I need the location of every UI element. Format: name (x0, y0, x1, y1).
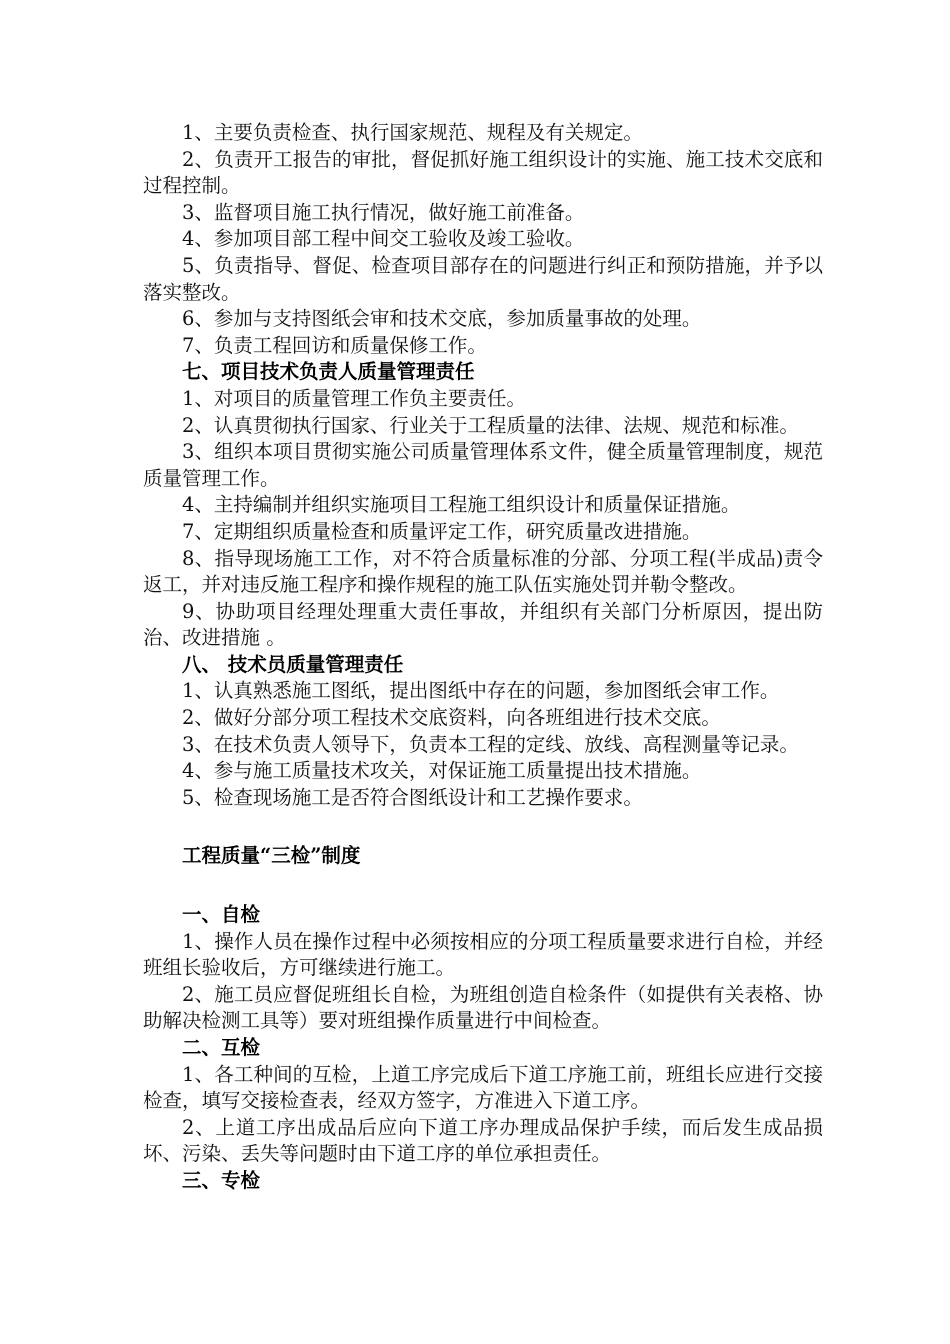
section-heading-mutual-check: 二、互检 (182, 1036, 261, 1059)
paragraph: 4、参加项目部工程中间交工验收及竣工验收。 (182, 227, 585, 251)
paragraph: 3、组织本项目贯彻实施公司质量管理体系文件，健全质量管理制度，规范质量管理工作。 (143, 440, 823, 490)
paragraph: 1、各工种间的互检，上道工序完成后下道工序施工前，班组长应进行交接检查，填写交接检查表，经双方签字，方准进入下道工序。 (143, 1062, 823, 1113)
paragraph: 4、主持编制并组织实施项目工程施工组织设计和质量保证措施。 (182, 493, 741, 517)
section-heading-self-check: 一、自检 (182, 903, 261, 927)
paragraph: 8、指导现场施工工作，对不符合质量标准的分部、分项工程(半成品)责令返工，并对违反施工程序和操作规程的施工队伍实施处罚并勒令整改。 (143, 546, 823, 597)
paragraph: 1、操作人员在操作过程中必须按相应的分项工程质量要求进行自检，并经班组长验收后，方可继续进行施工。 (143, 929, 823, 980)
section-heading-8: 八、 技术员质量管理责任 (182, 652, 404, 676)
document-subtitle: 工程质量“三检”制度 (182, 844, 361, 868)
paragraph: 2、做好分部分项工程技术交底资料，向各班组进行技术交底。 (182, 706, 721, 730)
paragraph: 7、负责工程回访和质量保修工作。 (182, 333, 487, 357)
paragraph: 4、参与施工质量技术攻关，对保证施工质量提出技术措施。 (182, 759, 702, 783)
paragraph: 2、上道工序出成品后应向下道工序办理成品保护手续，而后发生成品损坏、污染、丢失等问题时由下道工序的单位承担责任。 (143, 1115, 823, 1166)
document-body (143, 120, 823, 1195)
paragraph: 3、在技术负责人领导下，负责本工程的定线、放线、高程测量等记录。 (182, 732, 799, 756)
paragraph: 2、负责开工报告的审批，督促抓好施工组织设计的实施、施工技术交底和过程控制。 (143, 147, 823, 198)
paragraph: 5、负责指导、督促、检查项目部存在的问题进行纠正和预防措施，并予以落实整改。 (143, 253, 823, 304)
paragraph: 1、对项目的质量管理工作负主要责任。 (182, 386, 526, 410)
paragraph: 1、认真熟悉施工图纸，提出图纸中存在的问题，参加图纸会审工作。 (182, 679, 780, 703)
paragraph: 2、认真贯彻执行国家、行业关于工程质量的法律、法规、规范和标准。 (182, 413, 799, 437)
spacer (143, 870, 823, 902)
paragraph: 1、主要负责检查、执行国家规范、规程及有关规定。 (182, 121, 643, 144)
paragraph: 7、定期组织质量检查和质量评定工作，研究质量改进措施。 (182, 519, 702, 543)
paragraph: 9、协助项目经理处理重大责任事故，并组织有关部门分析原因，提出防治、改进措施 。 (143, 599, 823, 650)
paragraph: 2、施工员应督促班组长自检，为班组创造自检条件（如提供有关表格、协助解决检测工具等）要对班组操作质量进行中间检查。 (143, 982, 823, 1033)
section-heading-7: 七、项目技术负责人质量管理责任 (182, 360, 475, 384)
paragraph: 5、检查现场施工是否符合图纸设计和工艺操作要求。 (182, 785, 643, 809)
paragraph: 6、参加与支持图纸会审和技术交底，参加质量事故的处理。 (182, 307, 702, 331)
paragraph: 3、监督项目施工执行情况，做好施工前准备。 (182, 200, 585, 224)
spacer (143, 811, 823, 843)
section-heading-special-check: 三、专检 (182, 1168, 261, 1192)
